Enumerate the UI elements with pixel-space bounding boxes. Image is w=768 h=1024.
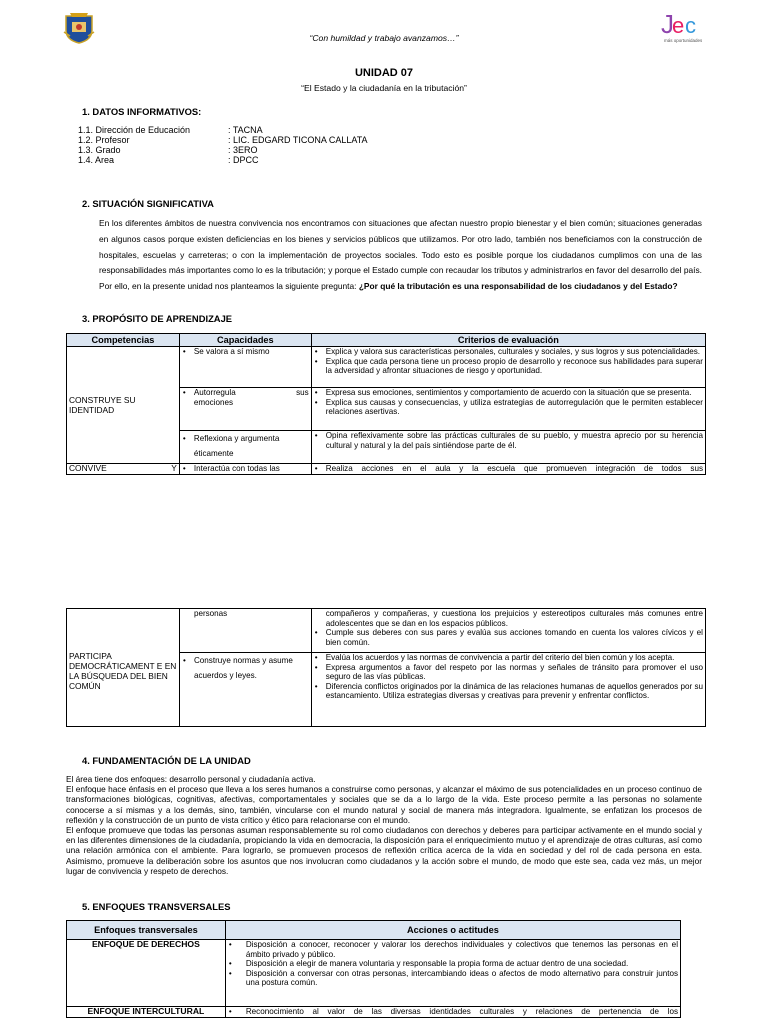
capacidad-cell: [179, 347, 311, 388]
competencia-convive: PARTICIPA DEMOCRÁTICAMENT E EN LA BÚSQUEDA DEL BIEN COMÚN: [67, 609, 180, 727]
situacion-paragraph: [99, 216, 702, 295]
accion-item: • Disposición a conocer, reconocer y valorar los derechos individuales y colectivos que tenemos las personas en el ámbito privado y público.: [228, 940, 678, 959]
competencia-identidad: CONSTRUYE SU IDENTIDAD: [67, 347, 180, 464]
capacidad-item: [182, 388, 309, 407]
section-1-heading: 1. DATOS INFORMATIVOS:: [82, 106, 202, 117]
header-enfoques: Enfoques transversales: [67, 921, 226, 940]
jec-logo: [660, 6, 702, 46]
datos-row: [78, 155, 478, 165]
datos-row: [78, 125, 478, 135]
capacidad-item: • Construye normas y asume acuerdos y leyes.: [182, 653, 309, 683]
situacion-text: En los diferentes ámbitos de nuestra convivencia nos encontramos con situaciones que afectan nuestro propio bienestar y el bien común; situaciones generadas en algunos casos porque existen deficiencias en los bienes y servicios públicos que utilizamos. Por otro lado, también nos beneficiamos con la construcción de hospitales, escuelas y carreteras; o con la implementación de proyectos sociales. Todo esto es posible porque los ciudadanos cumplimos con una de las responsabilidades más importantes como lo es la tributación; y porque el Estado cumple con recaudar los tributos y administrarlos en favor del desarrollo del país. Por ello, en la presente unidad nos planteamos la siguiente pregunta:: [99, 218, 702, 292]
acciones-cell: [225, 940, 680, 1007]
header-criterios: Criterios de evaluación: [311, 334, 705, 347]
unit-title: UNIDAD 07: [354, 67, 414, 79]
unit-subtitle: “El Estado y la ciudadanía en la tributación”: [301, 83, 467, 93]
capacidad-autorregula: [194, 388, 309, 398]
criterios-cell: [311, 653, 705, 727]
acciones-cell: [225, 1007, 680, 1018]
capacidad-cell: [179, 388, 311, 431]
criterio-item: • Diferencia conflictos originados por la dinámica de las relaciones humanas de aquellos generados por su estancamiento. Utiliza estrategias diversas y creativas para prevenir y enfrentar conflictos.: [314, 682, 703, 701]
datos-label: 1.4. Area: [78, 155, 115, 165]
capacidad-cell: [179, 464, 311, 475]
svg-text:más oportunidades: más oportunidades: [664, 38, 702, 43]
section-5-heading: 5. ENFOQUES TRANSVERSALES: [82, 901, 231, 912]
datos-value: : TACNA: [228, 125, 263, 135]
section-4-heading: 4. FUNDAMENTACIÓN DE LA UNIDAD: [82, 755, 251, 766]
criterios-cell: [311, 609, 705, 653]
criterio-item: • Explica sus causas y consecuencias, y utiliza estrategias de autorregulación que le permiten establecer relaciones asertivas.: [314, 398, 703, 417]
criterio-item: • Explica y valora sus características personales, culturales y sociales, y sus logros y sus potencialidades.: [314, 347, 703, 357]
datos-value: : 3ERO: [228, 145, 258, 155]
capacidad-cell: [179, 431, 311, 464]
section-3-heading: 3. PROPÓSITO DE APRENDIZAJE: [82, 313, 233, 324]
criterio-item: • Realiza acciones en el aula y la escuela que promueven integración de todos sus: [314, 464, 703, 474]
proposito-table-continued: [66, 608, 706, 727]
svg-text:J: J: [661, 9, 674, 39]
datos-value: : DPCC: [228, 155, 259, 165]
criterios-cell: [311, 347, 705, 388]
capacidad-item: • Se valora a sí mismo: [182, 347, 309, 357]
datos-list: [78, 125, 478, 165]
datos-value: : LIC. EDGARD TICONA CALLATA: [228, 135, 368, 145]
fundamentacion-paragraph: El área tiene dos enfoques: desarrollo personal y ciudadanía activa.: [66, 774, 316, 784]
capacidad-item: • Reflexiona y argumenta éticamente: [182, 431, 309, 461]
enfoque-derechos: ENFOQUE DE DERECHOS: [67, 940, 226, 1007]
criterio-item: • Expresa argumentos a favor del respeto por las normas y señales de tránsito para promover el uso seguro de las vías públicas.: [314, 663, 703, 682]
accion-item: • Disposición a elegir de manera voluntaria y responsable la propia forma de actuar dentro de una sociedad.: [228, 959, 678, 969]
datos-row: [78, 135, 478, 145]
section-2-heading: 2. SITUACIÓN SIGNIFICATIVA: [82, 198, 214, 209]
criterio-item: • Cumple sus deberes con sus pares y evalúa sus acciones tomando en cuenta los valores cívicos y el bien común.: [314, 628, 703, 647]
school-motto: “Con humildad y trabajo avanzamos…”: [309, 33, 459, 43]
criterios-cell: [311, 388, 705, 431]
criterios-cell: [311, 431, 705, 464]
criterios-cell: [311, 464, 705, 475]
fundamentacion-paragraph: El enfoque promueve que todas las personas asuman responsablemente su rol como ciudadanos con derechos y deberes para participar activamente en el mundo social y en las diferentes dimensiones de la ciudadanía, propiciando la vida en democracia, la disposición para el enriquecimiento mutuo y el aprendizaje de otras culturas, así como una relación armónica con el ambiente. Para lograrlo, se promueven procesos de reflexión crítica acerca de la vida en sociedad y del rol de cada persona en esta. Asimismo, promueve la deliberación sobre los asuntos que nos involucran como ciudadanos y la acción sobre el mundo, de modo que este sea, cada vez más, un mejor lugar de convivencia y respeto de derechos.: [66, 825, 702, 876]
header-capacidades: Capacidades: [179, 334, 311, 347]
criterio-item: • Explica que cada persona tiene un proceso propio de desarrollo y reconoce sus habilidades para superar la adversidad y afrontar situaciones de riesgo y oportunidad.: [314, 357, 703, 376]
datos-row: [78, 145, 478, 155]
svg-text:e: e: [672, 13, 685, 38]
fundamentacion-paragraph: El enfoque hace énfasis en el proceso que lleva a los seres humanos a construirse como personas, y alcanzar el máximo de sus potencialidades en un proceso continuo de transformaciones biológicas, cognitivas, afectivas, comportamentales y sociales que se da a lo largo de la vida. Este proceso permite a las personas no solamente conocerse a sí mismas y a los demás, sino, también, vincularse con el mundo natural y social de manera más integradora. Igualmente, se enfatizan los procesos de reflexión y la construcción de un punto de vista crítico y ético para relacionarse con el mundo.: [66, 784, 702, 825]
svg-text:c: c: [685, 13, 696, 38]
criterio-item: • Opina reflexivamente sobre las prácticas culturales de su pueblo, y muestra aprecio por su herencia cultural y natural y la del país sintiéndose parte de él.: [314, 431, 703, 450]
competencia-convive-line: [69, 464, 177, 474]
capacidad-word: sus: [296, 388, 309, 397]
competencia-convive-start: [67, 464, 180, 475]
enfoque-intercultural: ENFOQUE INTERCULTURAL: [67, 1007, 226, 1018]
header-competencias: Competencias: [67, 334, 180, 347]
fundamentacion-text: [66, 774, 702, 876]
criterio-item: • Evalúa los acuerdos y las normas de convivencia a partir del criterio del bien común y los acepta.: [314, 653, 703, 663]
header-acciones: Acciones o actitudes: [225, 921, 680, 940]
capacidad-word: • Autorregula: [193, 388, 236, 397]
competencia-word: Y: [171, 463, 177, 473]
capacidad-cell: personas: [179, 609, 311, 653]
capacidad-word: emociones: [193, 397, 234, 407]
criterio-item: • Expresa sus emociones, sentimientos y comportamiento de acuerdo con la situación que se presenta.: [314, 388, 703, 398]
datos-label: 1.3. Grado: [78, 145, 121, 155]
accion-item: • Reconocimiento al valor de las diversas identidades culturales y relaciones de pertenencia de los: [228, 1007, 678, 1017]
datos-label: 1.2. Profesor: [78, 135, 130, 145]
accion-item: • Disposición a conversar con otras personas, intercambiando ideas o afectos de modo alternativo para construir juntos una postura común.: [228, 969, 678, 988]
situacion-question: ¿Por qué la tributación es una responsabilidad de los ciudadanos y del Estado?: [358, 281, 678, 292]
criterio-continued: compañeros y compañeras, y cuestiona los prejuicios y estereotipos culturales más comunes entre adolescentes que se dan en los espacios públicos.: [325, 609, 703, 628]
datos-label: 1.1. Dirección de Educación: [78, 125, 191, 135]
proposito-table: [66, 333, 706, 475]
enfoques-table: [66, 920, 681, 1018]
competencia-word: CONVIVE: [69, 463, 107, 473]
capacidad-cell: [179, 653, 311, 727]
capacidad-item: • Interactúa con todas las: [182, 464, 309, 474]
